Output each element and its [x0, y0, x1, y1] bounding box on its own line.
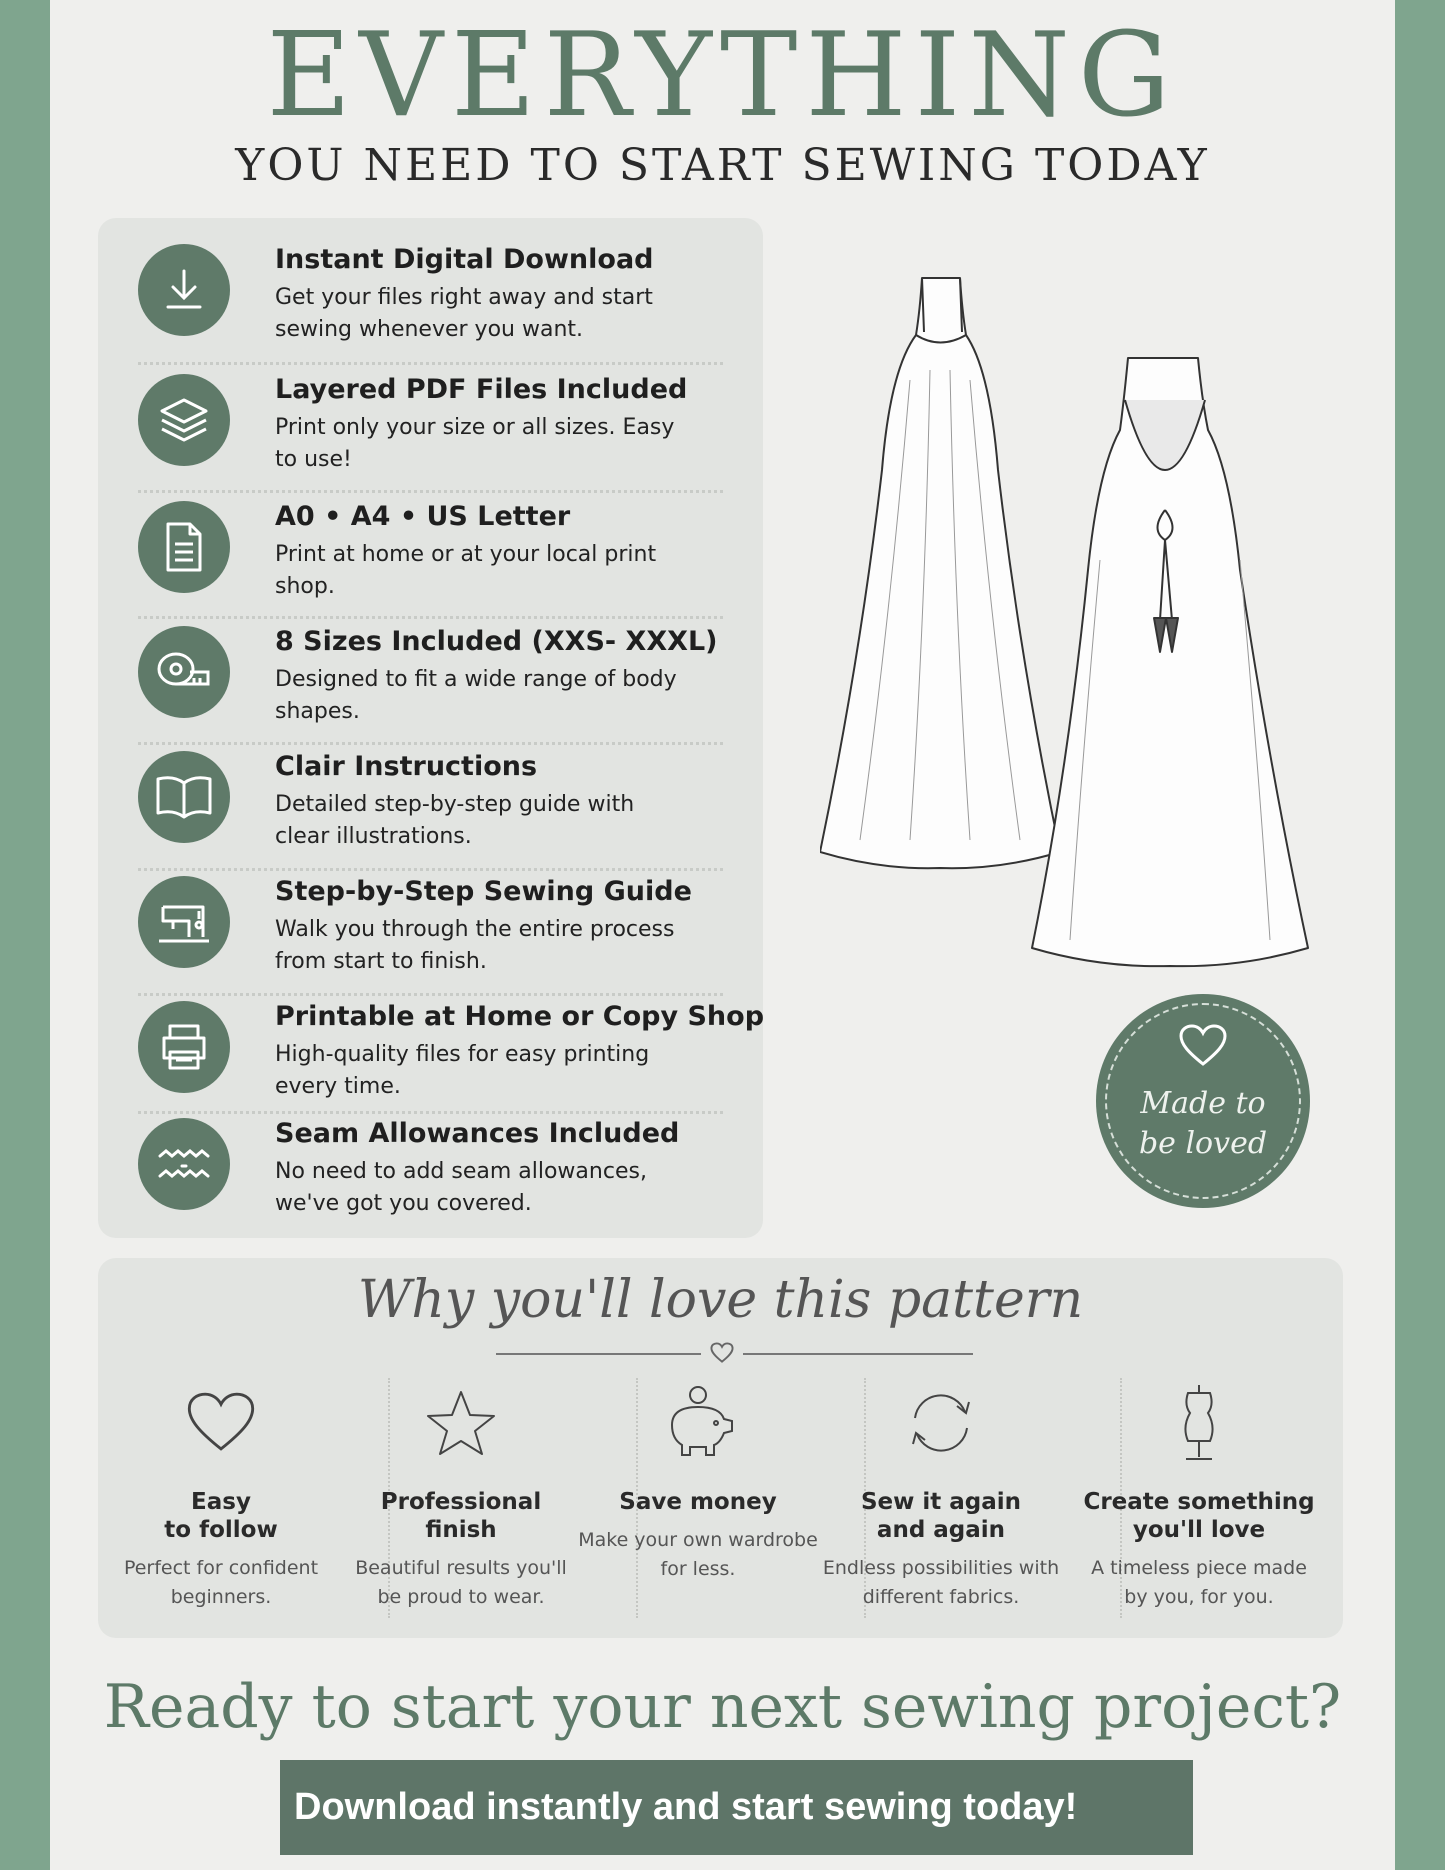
features-panel: [98, 218, 763, 1238]
piggy-bank-icon: [578, 1378, 818, 1468]
feature-desc: Designed to fit a wide range of body shapes.: [275, 667, 677, 724]
seam-icon: [138, 1118, 230, 1210]
measuring-tape-icon: [138, 626, 230, 718]
benefit-professional: [341, 1378, 581, 1612]
feature-item-seam-allowances: [138, 1106, 723, 1224]
refresh-icon: [821, 1378, 1061, 1468]
benefit-desc: Beautiful results you'll be proud to wear.: [355, 1557, 567, 1608]
heart-icon: [101, 1378, 341, 1468]
download-button[interactable]: Download instantly and start sewing today!: [280, 1760, 1193, 1855]
feature-item-layers: [138, 362, 723, 480]
feature-title: 8 Sizes Included (XXS- XXXL): [275, 626, 718, 657]
feature-title: Step-by-Step Sewing Guide: [275, 876, 692, 907]
benefit-desc: A timeless piece made by you, for you.: [1091, 1557, 1307, 1608]
benefit-easy: [101, 1378, 341, 1612]
benefit-title: Easy to follow: [164, 1489, 278, 1543]
divider: [743, 1353, 973, 1355]
page-subtitle: YOU NEED TO START SEWING TODAY: [235, 140, 1210, 191]
dress-illustration: [820, 240, 1380, 990]
heart-icon: [710, 1342, 734, 1364]
benefit-sew-again: [821, 1378, 1061, 1612]
feature-desc: No need to add seam allowances, we've got you covered.: [275, 1159, 647, 1216]
heart-icon: [1178, 1024, 1228, 1068]
made-to-be-loved-badge: [1096, 994, 1310, 1208]
feature-title: Seam Allowances Included: [275, 1118, 680, 1149]
feature-item-instructions: [138, 739, 723, 857]
feature-item-download: [138, 232, 723, 350]
feature-desc: Print at home or at your local print shop.: [275, 542, 657, 599]
benefit-title: Sew it again and again: [860, 1489, 1022, 1543]
dress-form-icon: [1079, 1378, 1319, 1468]
feature-title: Layered PDF Files Included: [275, 374, 688, 405]
benefit-title: Professional finish: [380, 1489, 542, 1543]
printer-icon: [138, 1001, 230, 1093]
sewing-machine-icon: [138, 876, 230, 968]
feature-item-sewing-guide: [138, 864, 723, 982]
feature-desc: Detailed step-by-step guide with clear illustrations.: [275, 792, 635, 849]
feature-item-paper-sizes: [138, 489, 723, 607]
book-icon: [138, 751, 230, 843]
badge-line-2: be loved: [1138, 1126, 1268, 1161]
feature-title: Instant Digital Download: [275, 244, 654, 275]
why-title: Why you'll love this pattern: [357, 1270, 1084, 1330]
layers-icon: [138, 374, 230, 466]
feature-item-printable: [138, 989, 765, 1107]
benefit-desc: Endless possibilities with different fabrics.: [822, 1557, 1060, 1608]
benefit-title: Create something you'll love: [1083, 1489, 1315, 1543]
download-icon: [138, 244, 230, 336]
badge-text: [1096, 1084, 1310, 1164]
benefit-title: Save money: [619, 1489, 777, 1515]
feature-title: A0 • A4 • US Letter: [275, 501, 571, 532]
feature-item-sizes: [138, 614, 723, 732]
feature-desc: Get your files right away and start sewing whenever you want.: [275, 285, 653, 342]
feature-desc: High-quality files for easy printing every time.: [275, 1042, 650, 1099]
pattern-flyer: [50, 0, 1395, 1870]
benefit-create: [1079, 1378, 1319, 1612]
cta-headline: Ready to start your next sewing project?: [103, 1672, 1342, 1742]
benefit-save-money: [578, 1378, 818, 1584]
star-icon: [341, 1378, 581, 1468]
badge-line-1: Made to: [1140, 1086, 1266, 1121]
feature-title: Clair Instructions: [275, 751, 538, 782]
why-section: [98, 1258, 1343, 1638]
divider: [496, 1353, 701, 1355]
benefit-desc: Perfect for confident beginners.: [123, 1557, 319, 1608]
feature-title: Printable at Home or Copy Shop: [275, 1001, 765, 1032]
feature-desc: Walk you through the entire process from start to finish.: [275, 917, 675, 974]
feature-desc: Print only your size or all sizes. Easy to use!: [275, 415, 675, 472]
page-title: EVERYTHING: [266, 8, 1179, 143]
document-icon: [138, 501, 230, 593]
benefit-desc: Make your own wardrobe for less.: [578, 1529, 818, 1580]
